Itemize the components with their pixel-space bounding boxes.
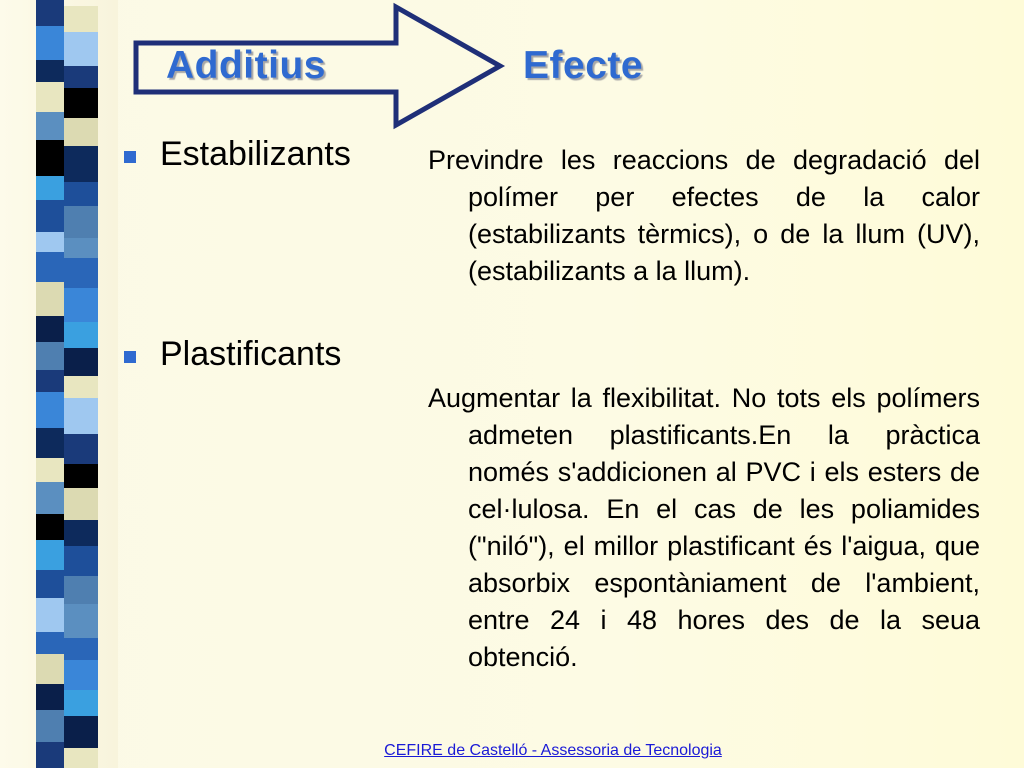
stripe-block (64, 6, 98, 32)
stripe-block (64, 182, 98, 206)
stripe-block (64, 238, 98, 258)
stripe-block (36, 232, 64, 252)
footer-link[interactable]: CEFIRE de Castelló - Assessoria de Tecnologia (384, 742, 722, 759)
stripe-block (36, 112, 64, 140)
stripe-block (64, 288, 98, 322)
stripe-block (36, 458, 64, 482)
stripe-block (64, 348, 98, 376)
stripe-block (36, 282, 64, 316)
bullet-plastificants (124, 351, 136, 363)
stripe-block (36, 654, 64, 684)
stripe-block (36, 252, 64, 282)
stripe-block (64, 638, 98, 660)
stripe-block (36, 370, 64, 392)
stripe-block (36, 60, 64, 82)
stripe-block (36, 26, 64, 60)
stripe-block (64, 434, 98, 464)
stripe-block (36, 316, 64, 342)
stripe-block (64, 322, 98, 348)
stripe-block (64, 576, 98, 604)
decorative-stripe (0, 0, 118, 768)
stripe-block (64, 690, 98, 716)
stripe-block (36, 176, 64, 200)
stripe-block (64, 118, 98, 146)
stripe-block (36, 392, 64, 428)
stripe-block (36, 598, 64, 632)
stripe-block (64, 546, 98, 576)
stripe-block (36, 140, 64, 176)
stripe-block (64, 146, 98, 182)
additive-label-estabilizants: Estabilizants (160, 135, 351, 173)
stripe-block (64, 520, 98, 546)
stripe-block (64, 488, 98, 520)
stripe-block (36, 82, 64, 112)
stripe-block (36, 632, 64, 654)
stripe-block (36, 342, 64, 370)
stripe-block (36, 428, 64, 458)
stripe-block (36, 514, 64, 540)
stripe-block (64, 660, 98, 690)
stripe-block (64, 66, 98, 88)
stripe-block (36, 684, 64, 710)
effect-text-plastificants: Augmentar la flexibilitat. No tots els polímers admeten plastificants.En la pràctica només s'addicionen al PVC i els esters de cel·lulosa. En el cas de les poliamides ("niló"), el millor plastificant és l'aigua, que absorbix espontàniament de l'ambient, entre 24 i 48 hores des de la seua obtenció. (428, 383, 980, 672)
stripe-block (64, 464, 98, 488)
stripe-block (36, 0, 64, 26)
stripe-block (36, 200, 64, 232)
stripe-block (36, 482, 64, 514)
stripe-block (64, 376, 98, 398)
stripe-block (36, 710, 64, 742)
stripe-block (64, 32, 98, 66)
header-efecte: Efecte (523, 44, 644, 87)
additive-label-plastificants: Plastificants (160, 335, 342, 373)
stripe-block (36, 540, 64, 570)
header-additius: Additius (166, 44, 326, 87)
stripe-block (64, 604, 98, 638)
effect-text-estabilizants: Previndre les reaccions de degradació del polímer per efectes de la calor (estabilizants tèrmics), o de la llum (UV), (estabilizants a la llum). (428, 145, 980, 286)
stripe-block (64, 258, 98, 288)
stripe-block (64, 206, 98, 238)
stripe-block (36, 570, 64, 598)
stripe-block (64, 398, 98, 434)
bullet-estabilizants (124, 151, 136, 163)
stripe-block (64, 88, 98, 118)
